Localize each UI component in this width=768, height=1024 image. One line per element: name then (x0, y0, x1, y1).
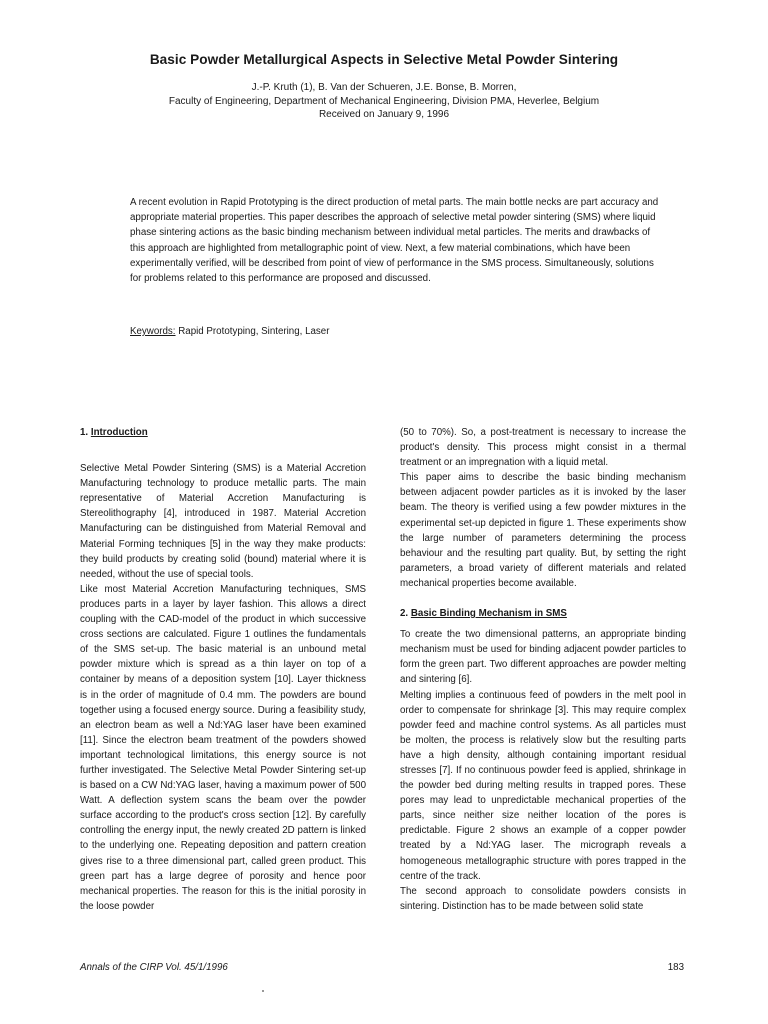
authors: J.-P. Kruth (1), B. Van der Schueren, J.E. Bonse, B. Morren, (251, 82, 517, 93)
keywords-label: Keywords: (130, 326, 176, 337)
page-number: 183 (667, 962, 684, 973)
left-column (80, 425, 366, 914)
scan-speck (262, 990, 264, 992)
paragraph: This paper aims to describe the basic binding mechanism between adjacent powder particles as it is invoked by the laser beam. The theory is verified using a few powder mixtures in the experimental set-up depicted in figure 1. These experiments show the large number of parameters determining the process behaviour and the resulting part quality. But, by setting the right parameters, a broad variety of different materials and related mechanical properties become available. (400, 472, 686, 589)
section-title: Introduction (90, 427, 148, 438)
right-column (400, 425, 686, 914)
paper-title: Basic Powder Metallurgical Aspects in Selective Metal Powder Sintering (149, 52, 619, 67)
paragraph: To create the two dimensional patterns, an appropriate binding mechanism must be used for binding adjacent powder particles to form the green part. Two different approaches are powder melting and sintering [6]. (400, 629, 686, 686)
author-block (0, 81, 768, 122)
section-number: 2. (400, 608, 409, 620)
keywords-line (130, 324, 665, 339)
section-title: Basic Binding Mechanism in SMS (410, 608, 567, 620)
journal-footer: Annals of the CIRP Vol. 45/1/1996 (80, 962, 228, 973)
paragraph: Like most Material Accretion Manufacturing techniques, SMS produces parts in a layer by layer fashion. This allows a direct coupling with the CAD-model of the product in which successive cross sections are calculated. Figure 1 outlines the fundamentals of the SMS set-up. The basic material is an unbound metal powder mixture which is spread as a thin layer on top of a container by means of a deposition system [10]. Layer thickness is in the order of magnitude of 0.4 mm. The powders are bound together using a focused energy source. During a feasibility study, an electron beam as well a Nd:YAG laser have been examined [11]. Since the electron beam treatment of the powders showed important technological limitations, this energy source is not further investigated. The Selective Metal Powder Sintering set-up is based on a CW Nd:YAG laser, having a maximum power of 500 Watt. A deflection system scans the beam over the powder surface according to the product's cross section [12]. By carefully controlling the energy input, the newly created 2D pattern is linked to the underlying one. Repeating deposition and pattern creation gives rise to a three dimensional part, called green product. This green part has a large degree of porosity and hence poor mechanical properties. The reason for this is the initial porosity in the loose powder (80, 583, 366, 912)
section-number: 1. (80, 427, 89, 438)
section-heading-introduction (80, 425, 366, 440)
keywords: Rapid Prototyping, Sintering, Laser (178, 326, 330, 337)
abstract: A recent evolution in Rapid Prototyping is the direct production of metal parts. The main bottle necks are part accuracy and appropriate material properties. This paper describes the approach of selective metal powder sintering (SMS) where liquid phase sintering actions as the basic binding mechanism between individual metal particles. The merits and drawbacks of this approach are highlighted from metallographic point of view. Next, a few material combinations, which have been experimentally verified, will be described from point of view of performance in the SMS process. Simultaneously, solutions for problems related to this performance are proposed and discussed. (130, 197, 659, 285)
received-date: Received on January 9, 1996 (318, 109, 450, 120)
affiliation: Faculty of Engineering, Department of Mechanical Engineering, Division PMA, Heverlee, Belgium (168, 95, 600, 107)
section-heading-binding-mechanism (400, 606, 686, 621)
paragraph: Melting implies a continuous feed of powders in the melt pool in order to compensate for shrinkage [3]. This may require complex powder feed and machine control systems. As all particles must be molten, the process is relatively slow but the resulting parts have a high density, although containing important residual stresses [7]. If no continuous powder feed is applied, shrinkage in the powder bed during melting results in trapped pores. These pores may lead to unpredictable mechanical properties of the parts, since neither size neither location of the pores is predictable. Figure 2 shows an example of a copper powder treated by a Nd:YAG laser. The micrograph reveals a homogeneous metallographic structure with pores trapped in the centre of the track. (400, 689, 686, 882)
paragraph: (50 to 70%). So, a post-treatment is necessary to increase the product's density. This process might consist in a thermal treatment or an impregnation with a liquid metal. (400, 427, 686, 469)
paragraph: Selective Metal Powder Sintering (SMS) is a Material Accretion Manufacturing technology to produce metallic parts. The main representative of Material Accretion Manufacturing is Stereolithography [4], introduced in 1987. Material Accretion Manufacturing can be distinguished from Material Removal and Material Forming techniques [5] in the way they make products: they build products by creating solid (bound) material where it is needed, without the use of special tools. (80, 463, 366, 580)
paragraph: The second approach to consolidate powders consists in sintering. Distinction has to be made between solid state (400, 885, 686, 912)
